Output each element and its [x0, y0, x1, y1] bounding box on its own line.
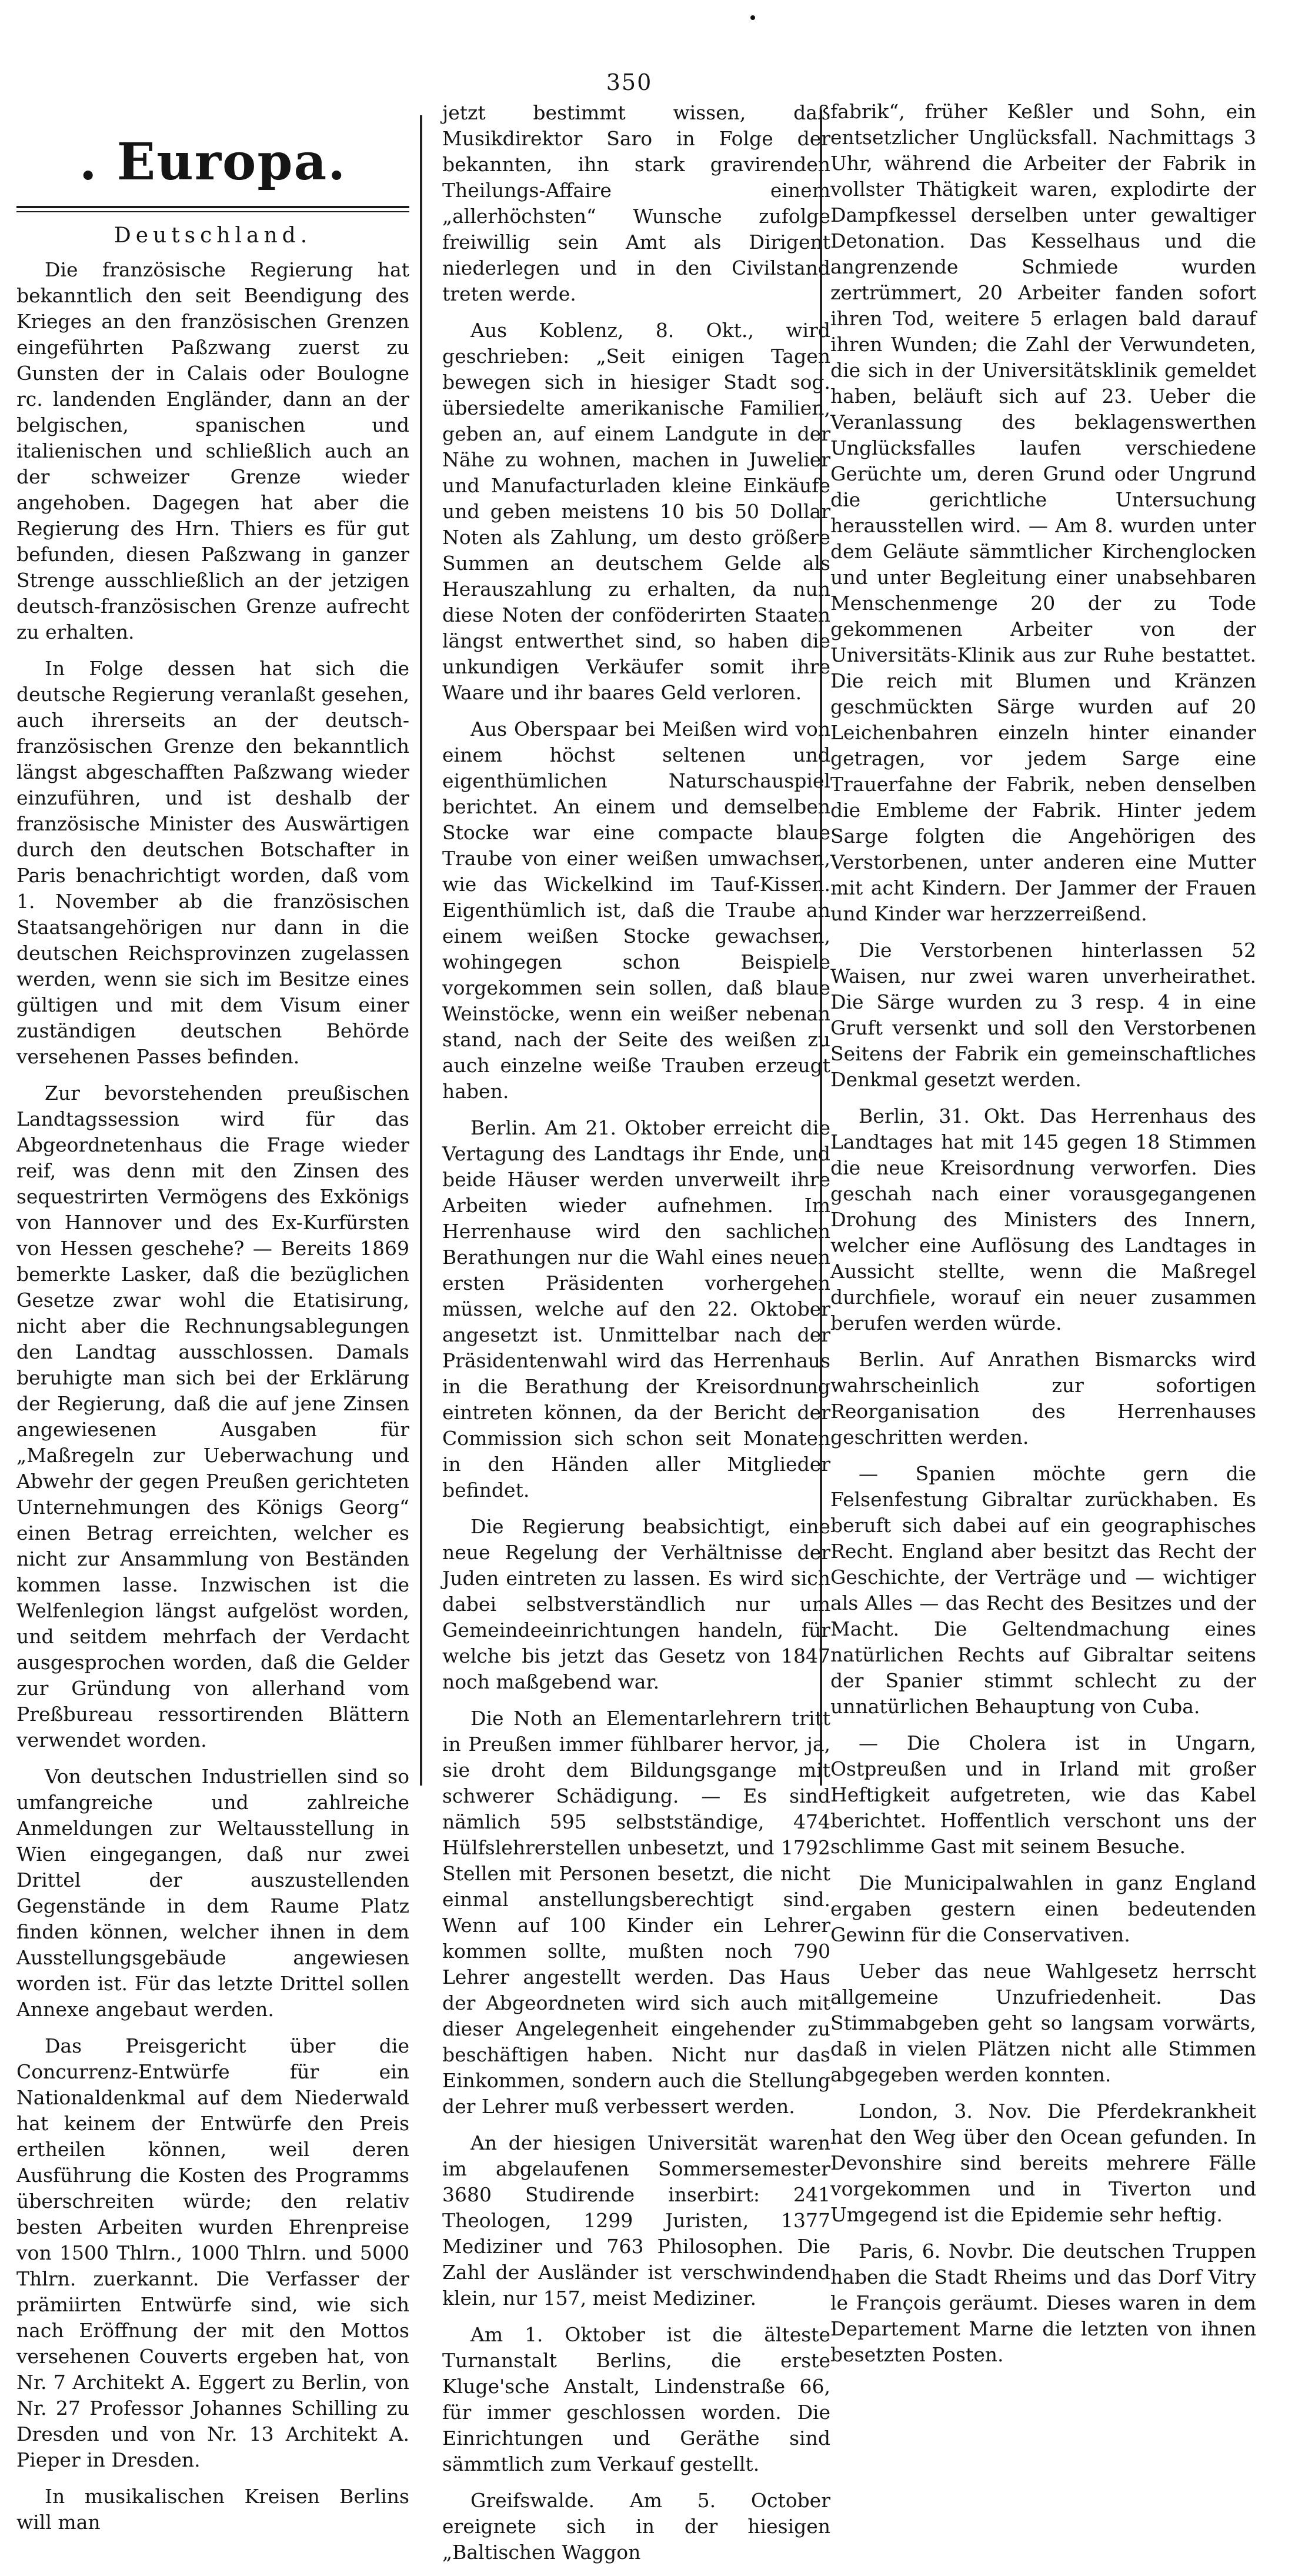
- column-2-body: [442, 100, 830, 2565]
- article-paragraph: — Spanien möchte gern die Felsenfestung Gibraltar zurückhaben. Es beruft sich dabei auf ein geographisches Recht. England aber besitzt das Recht der Geschichte, der Verträge und — wichtiger als Alles — das Recht des Besitzes und der Macht. Die Geltendmachung eines natürlichen Rechts auf Gibraltar seitens der Spanier stimmt schlecht zu der unnatürlichen Behauptung von Cuba.: [830, 1462, 1256, 1718]
- column-rule-left: [420, 115, 422, 1786]
- column-3: [830, 99, 1256, 2378]
- article-paragraph: Von deutschen Industriellen sind so umfangreiche und zahlreiche Anmeldungen zur Weltausstellung in Wien eingegangen, daß nur zwei Drittel der auszustellenden Gegenstände in dem Raume Platz finden können, welcher ihnen in dem Ausstellungsgebäude angewiesen worden ist. Für das letzte Drittel sollen Annexe angebaut werden.: [16, 1765, 409, 2021]
- article-paragraph: Berlin, 31. Okt. Das Herrenhaus des Landtages hat mit 145 gegen 18 Stimmen die neue Kreisordnung verworfen. Dies geschah nach einer vorausgegangenen Drohung des Ministers des Innern, welcher eine Auflösung des Landtages in Aussicht stellte, wenn die Maßregel durchfiele, worauf ein neuer zusammen berufen werden würde.: [830, 1105, 1256, 1334]
- column-2: [442, 100, 830, 2576]
- heading-rule: [16, 206, 409, 212]
- article-paragraph: Die Municipalwahlen in ganz England ergaben gestern einen bedeutenden Gewinn für die Conservativen.: [830, 1871, 1256, 1946]
- article-paragraph: An der hiesigen Universität waren im abgelaufenen Sommersemester 3680 Studirende inserbirt: 241 Theologen, 1299 Juristen, 1377 Mediziner und 763 Philosophen. Die Zahl der Ausländer ist verschwindend klein, nur 157, meist Mediziner.: [442, 2131, 830, 2310]
- article-paragraph: In musikalischen Kreisen Berlins will man: [16, 2485, 409, 2534]
- page-mark: [750, 15, 755, 20]
- section-title: . Europa.: [79, 132, 347, 192]
- article-paragraph: Berlin. Am 21. Oktober erreicht die Vertagung des Landtags ihr Ende, und beide Häuser werden unverweilt ihre Arbeiten wieder aufnehmen. Im Herrenhause wird den sachlichen Berathungen nur die Wahl eines neuen ersten Präsidenten vorhergehen müssen, welche auf den 22. Oktober angesetzt ist. Unmittelbar nach der Präsidentenwahl wird das Herrenhaus in die Berathung der Kreisordnung eintreten können, da der Bericht der Commission sich schon seit Monaten in den Händen aller Mitglieder befindet.: [442, 1116, 830, 1501]
- article-paragraph: fabrik“, früher Keßler und Sohn, ein entsetzlicher Unglücksfall. Nachmittags 3 Uhr, während die Arbeiter der Fabrik in vollster Thätigkeit waren, explodirte der Dampfkessel derselben unter gewaltiger Detonation. Das Kesselhaus und die angrenzende Schmiede wurden zertrümmert, 20 Arbeiter fanden sofort ihren Tod, weitere 5 erlagen bald darauf ihren Wunden; die Zahl der Verwundeten, die sich in der Universitätsklinik gemeldet haben, beläuft sich auf 23. Ueber die Veranlassung des beklagenswerthen Unglücksfalles laufen verschiedene Gerüchte um, deren Grund oder Ungrund die gerichtliche Untersuchung herausstellen wird. — Am 8. wurden unter dem Geläute sämmtlicher Kirchenglocken und unter Begleitung einer unabsehbaren Menschenmenge 20 der zu Tode gekommenen Arbeiter von der Universitäts-Klinik aus zur Ruhe bestattet. Die reich mit Blumen und Kränzen geschmückten Särge wurden auf 20 Leichenbahren einzeln hinter einander getragen, vor jedem Sarge eine Trauerfahne der Fabrik, neben denselben die Embleme der Fabrik. Hinter jedem Sarge folgten die Angehörigen des Verstorbenen, unter anderen eine Mutter mit acht Kindern. Der Jammer der Frauen und Kinder war herzzerreißend.: [830, 100, 1256, 925]
- article-paragraph: Ueber das neue Wahlgesetz herrscht allgemeine Unzufriedenheit. Das Stimmabgeben geht so langsam vorwärts, daß in vielen Plätzen nicht alle Stimmen abgegeben werden konnten.: [830, 1960, 1256, 2086]
- article-paragraph: Aus Oberspaar bei Meißen wird von einem höchst seltenen und eigenthümlichen Naturschauspiel berichtet. An einem und demselben Stocke war eine compacte blaue Traube von einer weißen umwachsen, wie das Wickelkind im Tauf-Kissen. Eigenthümlich ist, daß die Traube an einem weißen Stocke gewachsen, wohingegen schon Beispiele vorgekommen sein sollen, daß blaue Weinstöcke, wenn ein weißer nebenan stand, nach der Seite des weißen zu auch einzelne weiße Trauben erzeugt haben.: [442, 718, 830, 1103]
- article-paragraph: Das Preisgericht über die Concurrenz-Entwürfe für ein Nationaldenkmal auf dem Niederwald hat keinem der Entwürfe den Preis ertheilen können, weil deren Ausführung die Kosten des Programms überschreiten würde; den relativ besten Arbeiten wurden Ehrenpreise von 1500 Thlrn., 1000 Thlrn. und 5000 Thlrn. zuerkannt. Die Verfasser der prämiirten Entwürfe sind, wie sich nach Eröffnung der mit den Mottos versehenen Couverts ergeben hat, von Nr. 7 Architekt A. Eggert zu Berlin, von Nr. 27 Professor Johannes Schilling zu Dresden und von Nr. 13 Architekt A. Pieper in Dresden.: [16, 2034, 409, 2471]
- column-1-body: [16, 257, 409, 2535]
- article-paragraph: Aus Koblenz, 8. Okt., wird geschrieben: „Seit einigen Tagen bewegen sich in hiesiger Stadt sog. übersiedelte amerikanische Familien, geben an, auf einem Landgute in der Nähe zu wohnen, machen in Juwelier und Manufacturladen kleine Einkäufe und geben meistens 10 bis 50 Dollar Noten als Zahlung, um desto größere Summen an deutschem Gelde als Herauszahlung zu erhalten, da nun diese Noten der conföderirten Staaten längst entwerthet sind, so haben die unkundigen Verkäufer somit ihre Waare und ihr baares Geld verloren.: [442, 319, 830, 704]
- column-3-body: [830, 99, 1256, 2368]
- column-1: [16, 99, 409, 2546]
- article-paragraph: jetzt bestimmt wissen, daß Musikdirektor Saro in Folge der bekannten, ihn stark gravirenden Theilungs-Affaire einem „allerhöchsten“ Wunsche zufolge freiwillig sein Amt als Dirigent niederlegen und in den Civilstand treten werde.: [442, 101, 830, 305]
- article-paragraph: Berlin. Auf Anrathen Bismarcks wird wahrscheinlich zur sofortigen Reorganisation des Herrenhauses geschritten werden.: [830, 1348, 1256, 1449]
- article-paragraph: London, 3. Nov. Die Pferdekrankheit hat den Weg über den Ocean gefunden. In Devonshire sind bereits mehrere Fälle vorgekommen und in Tiverton und Umgegend ist die Epidemie sehr heftig.: [830, 2100, 1256, 2226]
- sub-heading: Deutschland.: [114, 223, 312, 248]
- article-paragraph: Am 1. Oktober ist die älteste Turnanstalt Berlins, die erste Kluge'sche Anstalt, Lindenstraße 66, für immer geschlossen worden. Die Einrichtungen und Geräthe sind sämmtlich zum Verkauf gestellt.: [442, 2323, 830, 2475]
- article-paragraph: — Die Cholera ist in Ungarn, Ostpreußen und in Irland mit großer Heftigkeit aufgetreten, wie das Kabel berichtet. Hoffentlich verschont uns der schlimme Gast mit seinem Besuche.: [830, 1731, 1256, 1858]
- article-paragraph: Die französische Regierung hat bekanntlich den seit Beendigung des Krieges an den französischen Grenzen eingeführten Paßzwang zuerst zu Gunsten der in Calais oder Boulogne rc. landenden Engländer, dann an der belgischen, spanischen und italienischen und schließlich auch an der schweizer Grenze wieder angehoben. Dagegen hat aber die Regierung des Hrn. Thiers es für gut befunden, diesen Paßzwang in ganzer Strenge ausschließlich an der jetzigen deutsch-französischen Grenze aufrecht zu erhalten.: [16, 258, 409, 643]
- article-paragraph: Die Regierung beabsichtigt, eine neue Regelung der Verhältnisse der Juden eintreten zu lassen. Es wird sich dabei selbstverständlich nur um Gemeindeeinrichtungen handeln, für welche bis jetzt das Gesetz von 1847 noch maßgebend war.: [442, 1515, 830, 1693]
- article-paragraph: Die Noth an Elementarlehrern tritt in Preußen immer fühlbarer hervor, ja, sie droht dem Bildungsgange mit schwerer Schädigung. — Es sind nämlich 595 selbstständige, 474 Hülfslehrerstellen unbesetzt, und 1792 Stellen mit Personen besetzt, die nicht einmal anstellungsberechtigt sind. Wenn auf 100 Kinder ein Lehrer kommen sollte, mußten noch 790 Lehrer angestellt werden. Das Haus der Abgeordneten wird sich auch mit dieser Angelegenheit eingehender zu beschäftigen haben. Nicht nur das Einkommen, sondern auch die Stellung der Lehrer muß verbessert werden.: [442, 1707, 830, 2118]
- article-paragraph: In Folge dessen hat sich die deutsche Regierung veranlaßt gesehen, auch ihrerseits an der deutsch-französischen Grenze den bekanntlich längst abgeschafften Paßzwang wieder einzuführen, und ist deshalb der französische Minister des Auswärtigen durch den deutschen Botschafter in Paris benachrichtigt worden, daß vom 1. November ab die französischen Staatsangehörigen nur dann in die deutschen Reichsprovinzen zugelassen werden, wenn sie sich im Besitze eines gültigen und mit dem Visum einer zuständigen deutschen Behörde versehenen Passes befinden.: [16, 657, 409, 1068]
- page-number: 350: [606, 69, 653, 95]
- article-paragraph: Die Verstorbenen hinterlassen 52 Waisen, nur zwei waren unverheirathet. Die Särge wurden zu 3 resp. 4 in eine Gruft versenkt und soll den Verstorbenen Seitens der Fabrik ein gemeinschaftliches Denkmal gesetzt werden.: [830, 939, 1256, 1091]
- article-paragraph: Greifswalde. Am 5. October ereignete sich in der hiesigen „Baltischen Waggon: [442, 2489, 830, 2564]
- article-paragraph: Zur bevorstehenden preußischen Landtagssession wird für das Abgeordnetenhaus die Frage wieder reif, was denn mit den Zinsen des sequestrirten Vermögens des Exkönigs von Hannover und des Ex-Kurfürsten von Hessen geschehe? — Bereits 1869 bemerkte Lasker, daß die bezüglichen Gesetze zwar wohl die Etatisirung, nicht aber die Rechnungsablegungen den Landtag ausschlossen. Damals beruhigte man sich bei der Erklärung der Regierung, daß die auf jene Zinsen angewiesenen Ausgaben für „Maßregeln zur Ueberwachung und Abwehr der gegen Preußen gerichteten Unternehmungen des Königs Georg“ einen Betrag erreichten, welcher es nicht zur Ansammlung von Beständen kommen lasse. Inzwischen ist die Welfenlegion längst aufgelöst worden, und seitdem mehrfach der Verdacht ausgesprochen worden, daß die Gelder zur Gründung von allerhand vom Preßbureau ressortirenden Blättern verwendet worden.: [16, 1082, 409, 1751]
- article-paragraph: Paris, 6. Novbr. Die deutschen Truppen haben die Stadt Rheims und das Dorf Vitry le François geräumt. Dieses waren in dem Departement Marne die letzten von ihnen besetzten Posten.: [830, 2240, 1256, 2366]
